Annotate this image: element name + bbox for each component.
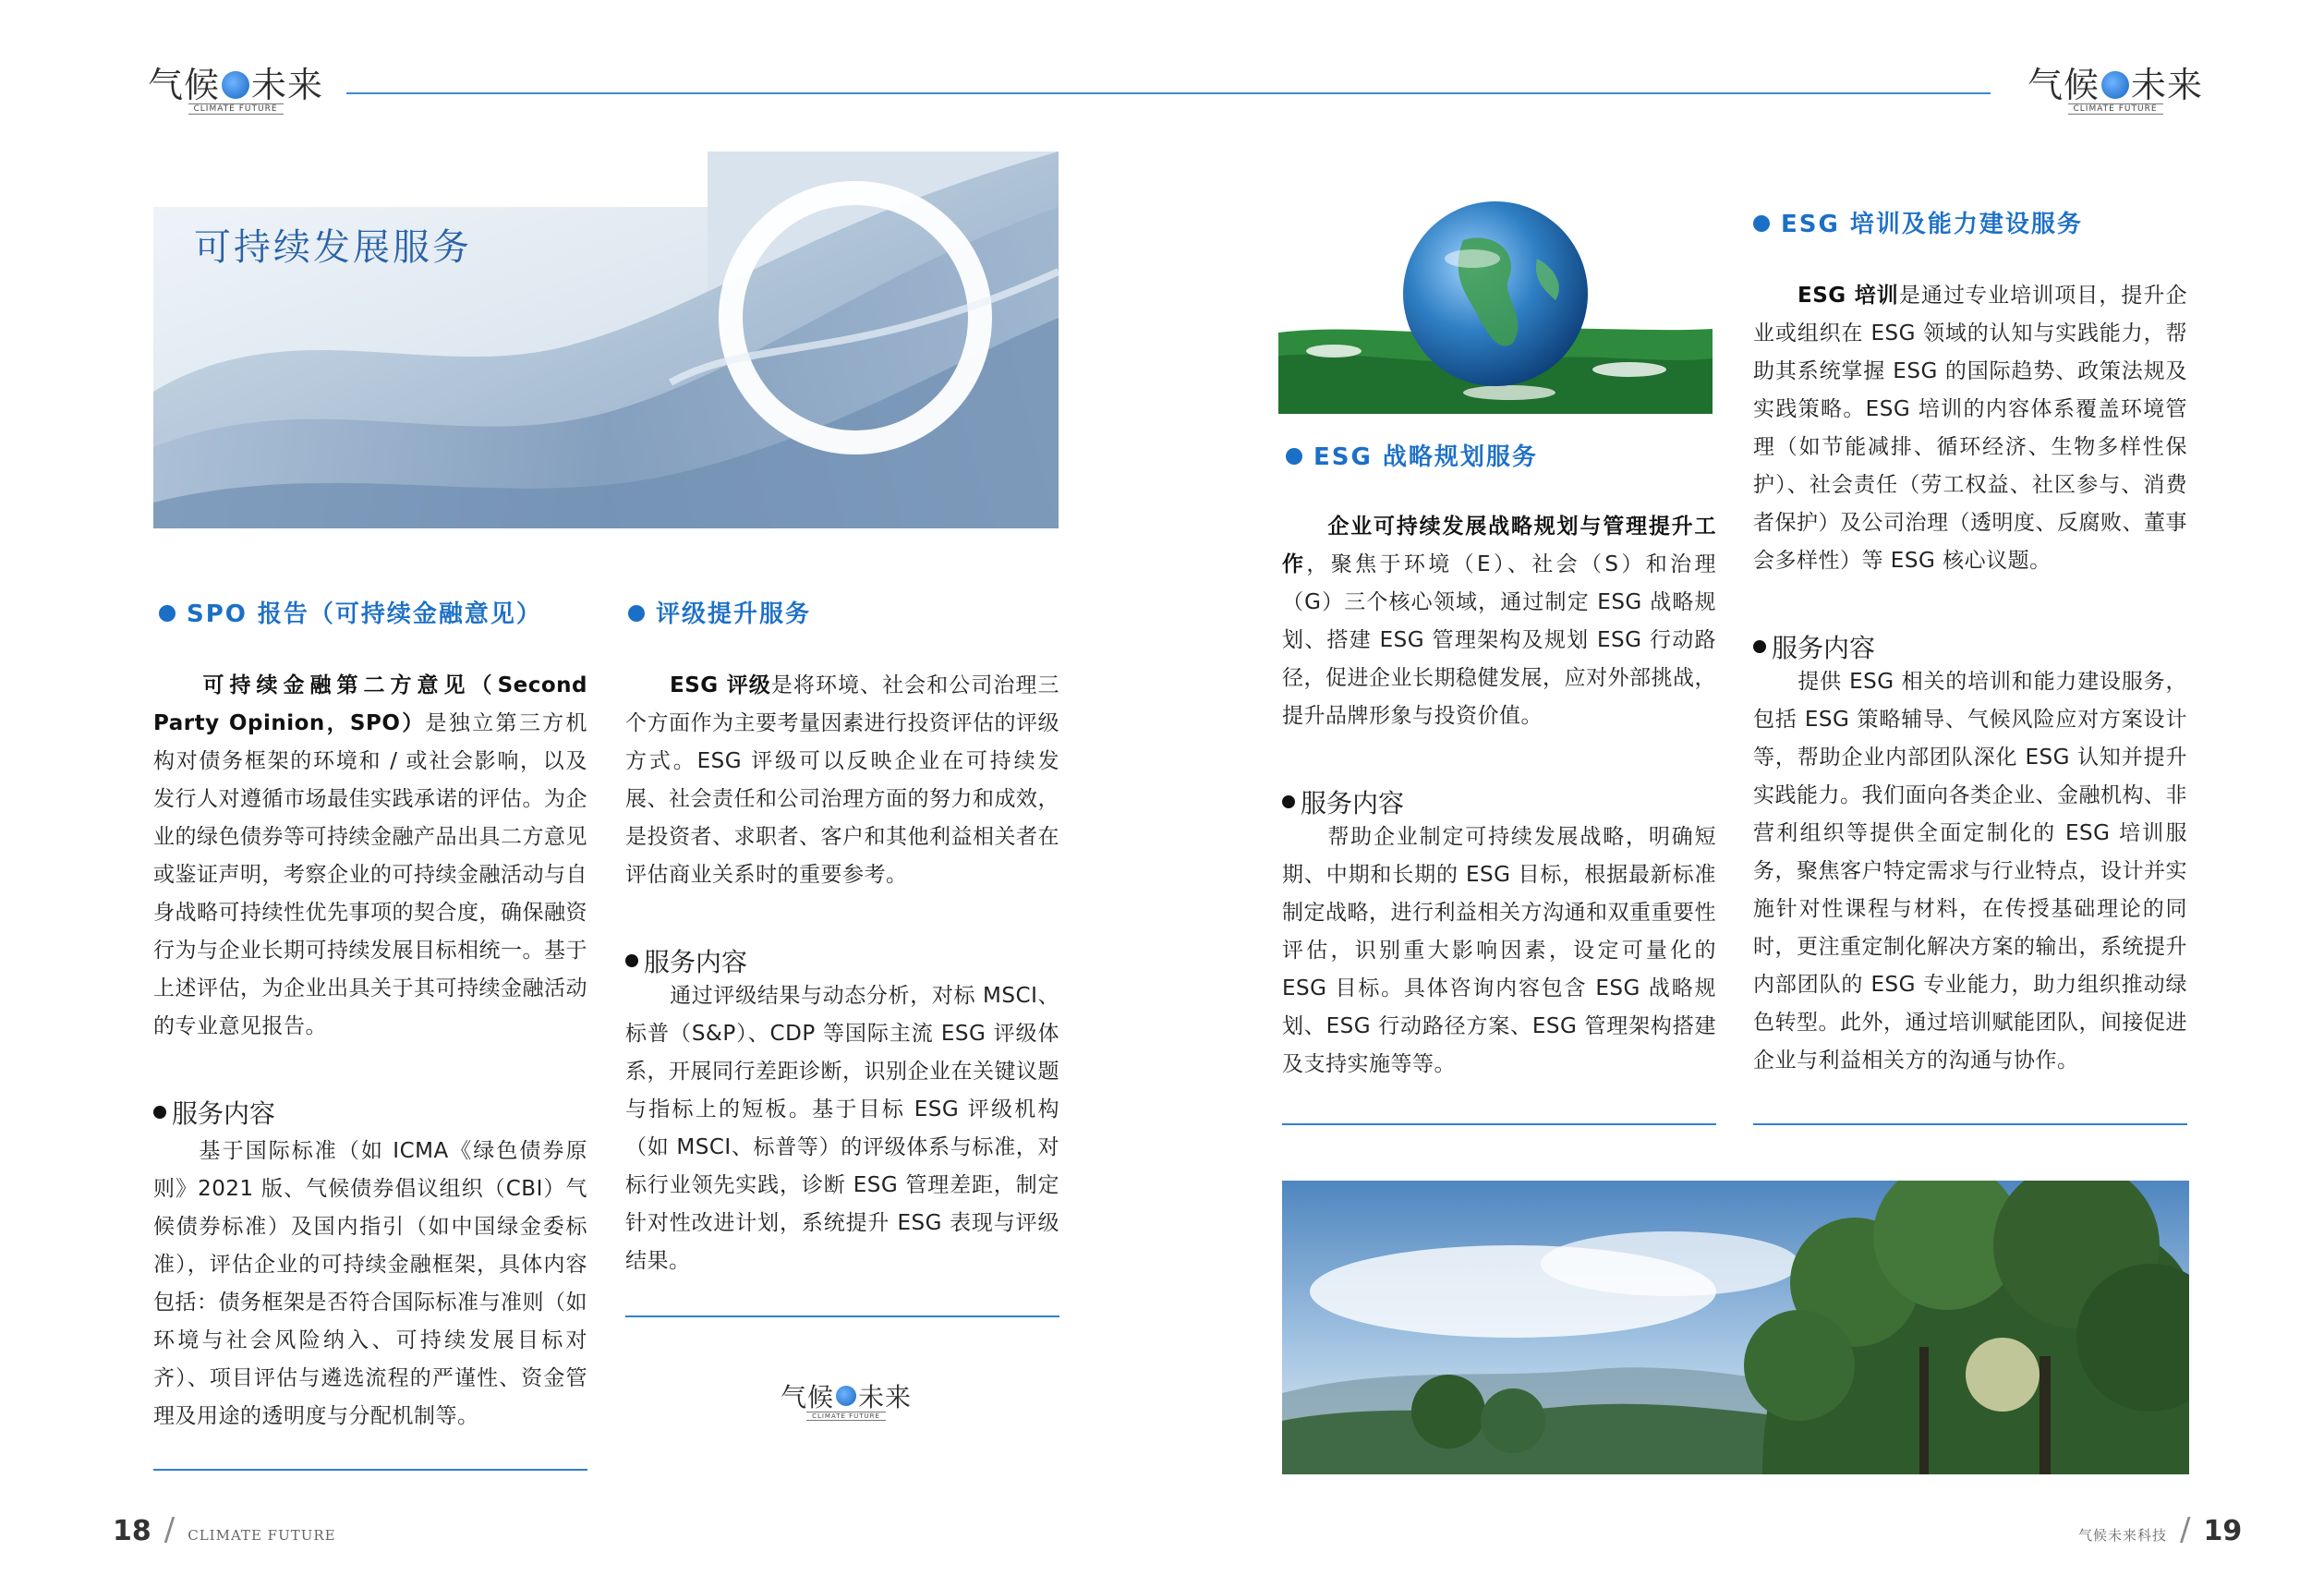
footer-left-text: CLIMATE FUTURE	[188, 1527, 336, 1544]
logo-subtitle: CLIMATE FUTURE	[188, 103, 284, 115]
training-rule	[1753, 1123, 2187, 1125]
logo-subtitle: CLIMATE FUTURE	[806, 1412, 886, 1421]
rating-intro: ESG 评级是将环境、社会和公司治理三个方面作为主要考量因素进行投资评估的评级方式。ESG 评级可以反映企业在可持续发展、社会责任和公司治理方面的努力和成效，是投资者、求职者、客户和其他利益相关者在评估商业关系时的重要参考。	[625, 673, 1059, 887]
globe-icon	[2101, 71, 2129, 99]
rating-section-title: 评级提升服务	[628, 595, 811, 629]
spo-service-heading: 服务内容	[153, 1094, 275, 1131]
header-rule	[346, 92, 1991, 94]
page-number-left: 18	[113, 1515, 151, 1547]
spo-section-title: SPO 报告（可持续金融意见）	[159, 595, 542, 629]
center-logo: 气候 未来 CLIMATE FUTURE	[781, 1382, 913, 1420]
hero-banner-image	[153, 152, 1059, 528]
header-logo-right: 气候 未来 CLIMATE FUTURE	[2027, 65, 2204, 114]
footer-slash: /	[2180, 1511, 2191, 1548]
bullet-dot-icon	[1282, 795, 1295, 808]
strategy-section-title: ESG 战略规划服务	[1286, 438, 1538, 472]
spo-rule	[153, 1469, 587, 1471]
bullet-dot-icon	[1286, 448, 1302, 465]
globe-icon	[836, 1386, 856, 1406]
strategy-service-text: 帮助企业制定可持续发展战略，明确短期、中期和长期的 ESG 目标，根据最新标准制定战略，进行利益相关方沟通和双重重要性评估，识别重大影响因素，设定可量化的 ESG 目标。具体咨询内容包含 ESG 战略规划、ESG 行动路径方案、ESG 管理架构搭建及支持实施等等。	[1282, 825, 1716, 1076]
spo-intro: 可持续金融第二方意见（Second Party Opinion，SPO）是独立第三方机构对债务框架的环境和 / 或社会影响，以及发行人对遵循市场最佳实践承诺的评估。为企业的绿色债券等可持续金融产品出具二方意见或鉴证声明，考察企业的可持续金融活动与自身战略可持续性优先事项的契合度，确保融资行为与企业长期可持续发展目标相统一。基于上述评估，为企业出具关于其可持续金融活动的专业意见报告。	[153, 673, 588, 1038]
training-service-text: 提供 ESG 相关的培训和能力建设服务，包括 ESG 策略辅导、气候风险应对方案设计等，帮助企业内部团队深化 ESG 认知并提升实践能力。我们面向各类企业、金融机构、非营利组织等提供全面定制化的 ESG 培训服务，聚焦客户特定需求与行业特点，设计并实施针对性课程与材料，在传授基础理论的同时，更注重定制化解决方案的输出，系统提升内部团队的 ESG 专业能力，助力组织推动绿色转型。此外，通过培训赋能团队，间接促进企业与利益相关方的沟通与协作。	[1753, 670, 2187, 1073]
footer-right-text: 气候未来科技	[2078, 1527, 2168, 1544]
globe-image	[1278, 194, 1713, 414]
bullet-dot-icon	[1753, 640, 1766, 653]
bullet-dot-icon	[628, 605, 645, 622]
bullet-dot-icon	[1753, 215, 1770, 232]
strategy-rule	[1282, 1123, 1716, 1125]
training-intro: ESG 培训是通过专业培训项目，提升企业或组织在 ESG 领域的认知与实践能力，帮助其系统掌握 ESG 的国际趋势、政策法规及实践策略。ESG 培训的内容体系覆盖环境管理（如节能减排、循环经济、生物多样性保护）、社会责任（劳工权益、社区参与、消费者保护）及公司治理（透明度、反腐败、董事会多样性）等 ESG 核心议题。	[1753, 284, 2187, 573]
header-logo-left: 气候 未来 CLIMATE FUTURE	[148, 65, 324, 114]
strategy-intro: 企业可持续发展战略规划与管理提升工作，聚焦于环境（E）、社会（S）和治理（G）三个核心领域，通过制定 ESG 战略规划、搭建 ESG 管理架构及规划 ESG 行动路径，促进企业长期稳健发展，应对外部挑战，提升品牌形象与投资价值。	[1282, 515, 1717, 728]
hero-title: 可持续发展服务	[194, 226, 472, 269]
spo-service-text: 基于国际标准（如 ICMA《绿色债券原则》2021 版、气候债券倡议组织（CBI）气候债券标准）及国内指引（如中国绿金委标准），评估企业的可持续金融框架，具体内容包括：债务框架是否符合国际标准与准则（如环境与社会风险纳入、可持续发展目标对齐）、项目评估与遴选流程的严谨性、资金管理及用途的透明度与分配机制等。	[153, 1139, 587, 1428]
bullet-dot-icon	[625, 954, 638, 967]
rating-service-text: 通过评级结果与动态分析，对标 MSCI、标普（S&P）、CDP 等国际主流 ESG 评级体系，开展同行差距诊断，识别企业在关键议题与指标上的短板。基于目标 ESG 评级机构（如 MSCI、标普等）的评级体系与标准，对标行业领先实践，诊断 ESG 管理差距，制定针对性改进计划，系统提升 ESG 表现与评级结果。	[625, 984, 1059, 1273]
forest-image	[1282, 1181, 2189, 1474]
footer-slash: /	[163, 1511, 176, 1548]
strategy-service-heading: 服务内容	[1282, 783, 1404, 820]
globe-icon	[222, 71, 249, 99]
bullet-dot-icon	[159, 605, 176, 622]
rating-service-heading: 服务内容	[625, 942, 747, 979]
bullet-dot-icon	[153, 1106, 166, 1119]
page-number-right: 19	[2203, 1515, 2243, 1547]
logo-subtitle: CLIMATE FUTURE	[2068, 103, 2163, 115]
training-section-title: ESG 培训及能力建设服务	[1753, 205, 2083, 239]
footer-right	[2078, 1511, 2242, 1548]
rating-rule	[625, 1315, 1059, 1317]
footer-left	[113, 1511, 336, 1548]
training-service-heading: 服务内容	[1753, 628, 1875, 665]
